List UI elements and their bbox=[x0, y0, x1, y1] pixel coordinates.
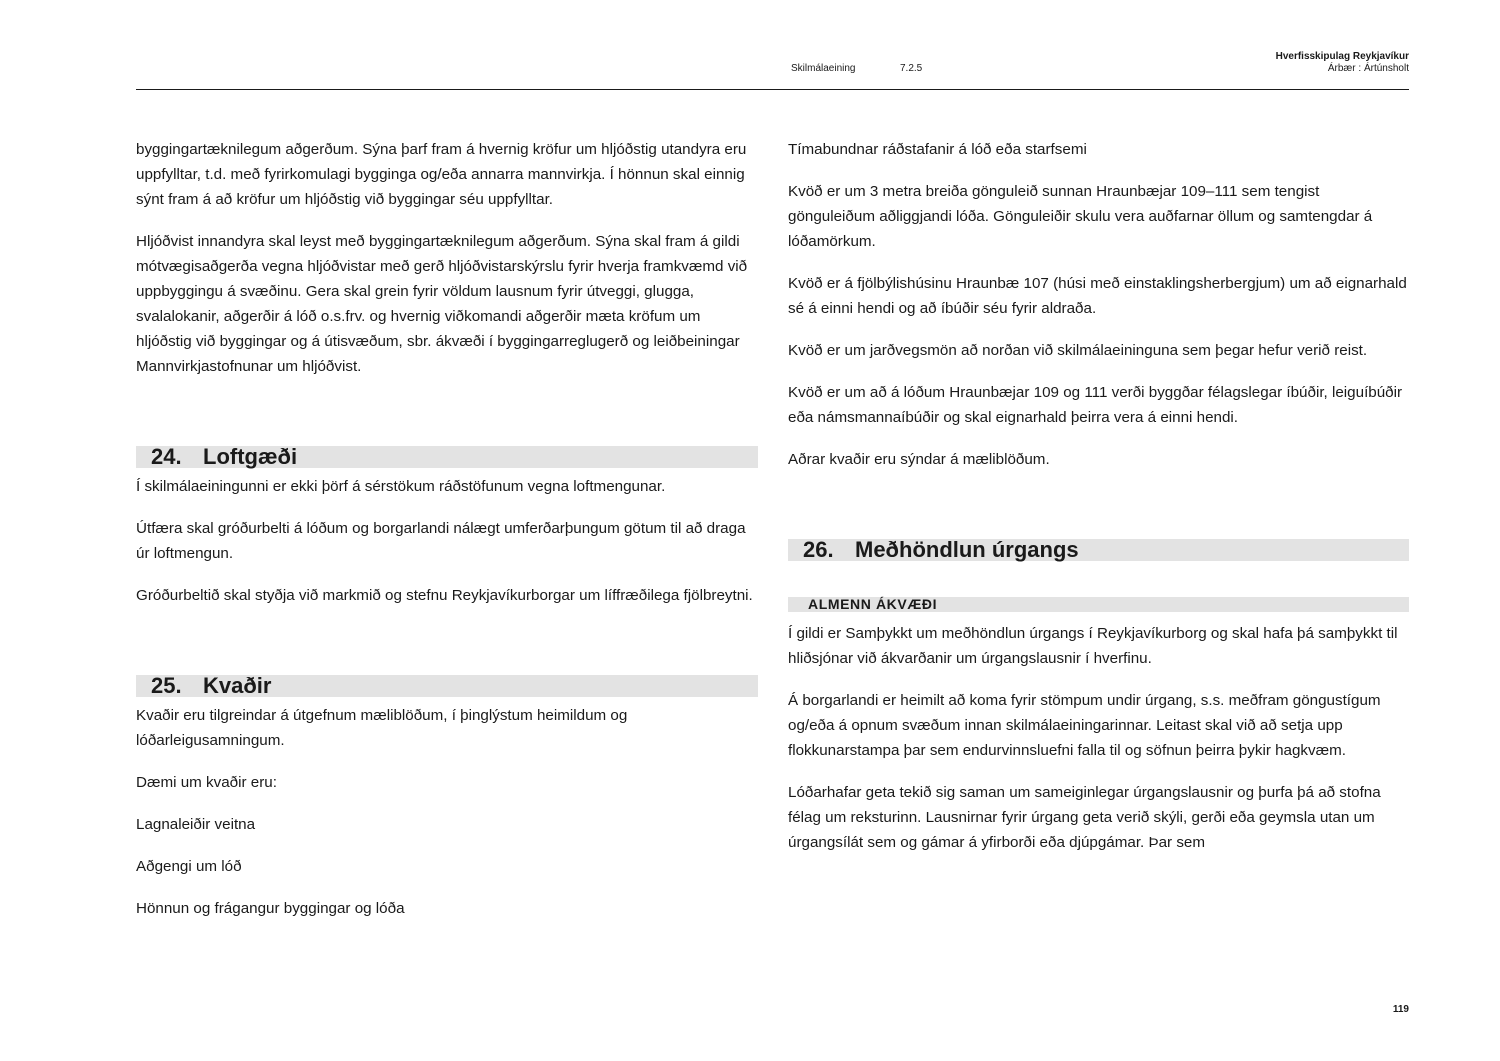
list-item: Tímabundnar ráðstafanir á lóð eða starfsemi bbox=[788, 141, 1087, 158]
list-item: Hönnun og frágangur byggingar og lóða bbox=[136, 900, 405, 917]
paragraph: byggingartæknilegum aðgerðum. Sýna þarf fram á hvernig kröfur um hljóðstig utandyra eru uppfylltar, t.d. með fyrirkomulagi bygginga og/eða annarra mannvirkja. Í hönnun skal einnig sýnt fram á að kröfur um hljóðstig við byggingar séu uppfylltar. bbox=[136, 141, 747, 208]
spacer bbox=[788, 489, 1409, 539]
section-heading-24 bbox=[136, 446, 758, 468]
paragraph: Hljóðvist innandyra skal leyst með byggingartæknilegum aðgerðum. Sýna skal fram á gildi mótvægisaðgerða vegna hljóðvistar með gerð hljóðvistarskýrslu fyrir hverja framkvæmd við uppbyggingu á svæðinu. Gera skal grein fyrir völdum lausnum fyrir útveggi, glugga, svalalokanir, aðgerðir á lóð o.s.frv. og hvernig viðkomandi aðgerðir mæta kröfum um hljóðstig við byggingar og á útisvæðum, sbr. ákvæði í byggingarreglugerð og leiðbeiningar Mannvirkjastofnunar um hljóðvist. bbox=[136, 233, 748, 375]
paragraph: Gróðurbeltið skal styðja við markmið og stefnu Reykjavíkurborgar um líffræðilega fjölbreytni. bbox=[136, 587, 753, 604]
section-number: 24. bbox=[151, 444, 182, 469]
paragraph: Á borgarlandi er heimilt að koma fyrir stömpum undir úrgang, s.s. meðfram göngustígum og/eða á opnum svæðum innan skilmálaeiningarinnar. Leitast skal við að setja upp flokkunarstampa þar sem endurvinnsluefni falla til og söfnun þeirra þykir hagkvæm. bbox=[788, 692, 1381, 759]
section-heading-25 bbox=[136, 675, 758, 697]
paragraph: Í gildi er Samþykkt um meðhöndlun úrgangs í Reykjavíkurborg og skal hafa þá samþykkt til hliðsjónar við ákvarðanir um úrgangslausnir í hverfinu. bbox=[788, 625, 1398, 667]
header-plan-subtitle: Árbær : Ártúnsholt bbox=[1327, 63, 1409, 74]
paragraph: Í skilmálaeiningunni er ekki þörf á sérstökum ráðstöfunum vegna loftmengunar. bbox=[136, 478, 666, 495]
paragraph: Kvöð er á fjölbýlishúsinu Hraunbæ 107 (húsi með einstaklingsherbergjum) um að eignarhald sé á einni hendi og að íbúðir séu fyrir aldraða. bbox=[788, 275, 1407, 317]
right-column bbox=[788, 137, 1409, 872]
list-item: Lagnaleiðir veitna bbox=[136, 816, 256, 833]
section-number: 26. bbox=[803, 537, 834, 562]
left-column bbox=[136, 137, 758, 938]
subsection-heading: ALMENN ÁKVÆÐI bbox=[788, 597, 1409, 612]
paragraph: Kvöð er um jarðvegsmön að norðan við skilmálaeininguna sem þegar hefur verið reist. bbox=[788, 342, 1368, 359]
spacer bbox=[136, 396, 758, 446]
spacer bbox=[788, 567, 1409, 597]
page-number: 119 bbox=[1392, 1004, 1409, 1015]
paragraph: Kvöð er um 3 metra breiða gönguleið sunnan Hraunbæjar 109–111 sem tengist gönguleiðum aðliggjandi lóða. Gönguleiðir skulu vera auðfarnar öllum og samtengdar á lóðamörkum. bbox=[788, 183, 1373, 250]
paragraph: Lóðarhafar geta tekið sig saman um sameiginlegar úrgangslausnir og þurfa þá að stofna félag um reksturinn. Lausnirnar fyrir úrgang geta verið skýli, gerði eða geymsla utan um úrgangsílát sem og gámar á yfirborði eða djúpgámar. Þar sem bbox=[788, 784, 1381, 851]
header-section-number: 7.2.5 bbox=[900, 63, 923, 74]
header-document-title bbox=[1276, 51, 1409, 75]
header-plan-title: Hverfisskipulag Reykjavíkur bbox=[1275, 51, 1409, 62]
paragraph: Dæmi um kvaðir eru: bbox=[136, 774, 277, 791]
header-divider bbox=[136, 89, 1409, 90]
header-section-label: Skilmálaeining bbox=[791, 63, 856, 74]
section-number: 25. bbox=[151, 673, 182, 698]
paragraph: Kvaðir eru tilgreindar á útgefnum mæliblöðum, í þinglýstum heimildum og lóðarleigusamningum. bbox=[136, 707, 628, 749]
paragraph: Útfæra skal gróðurbelti á lóðum og borgarlandi nálægt umferðarþungum götum til að draga úr loftmengun. bbox=[136, 520, 746, 562]
section-title: Loftgæði bbox=[203, 444, 298, 469]
paragraph: Kvöð er um að á lóðum Hraunbæjar 109 og 111 verði byggðar félagslegar íbúðir, leiguíbúðir eða námsmannaíbúðir og skal eignarhald þeirra vera á einni hendi. bbox=[788, 384, 1403, 426]
section-title: Kvaðir bbox=[203, 673, 272, 698]
section-title: Meðhöndlun úrgangs bbox=[855, 537, 1079, 562]
paragraph: Aðrar kvaðir eru sýndar á mæliblöðum. bbox=[788, 451, 1050, 468]
section-heading-26 bbox=[788, 539, 1409, 561]
list-item: Aðgengi um lóð bbox=[136, 858, 242, 875]
spacer bbox=[136, 625, 758, 675]
